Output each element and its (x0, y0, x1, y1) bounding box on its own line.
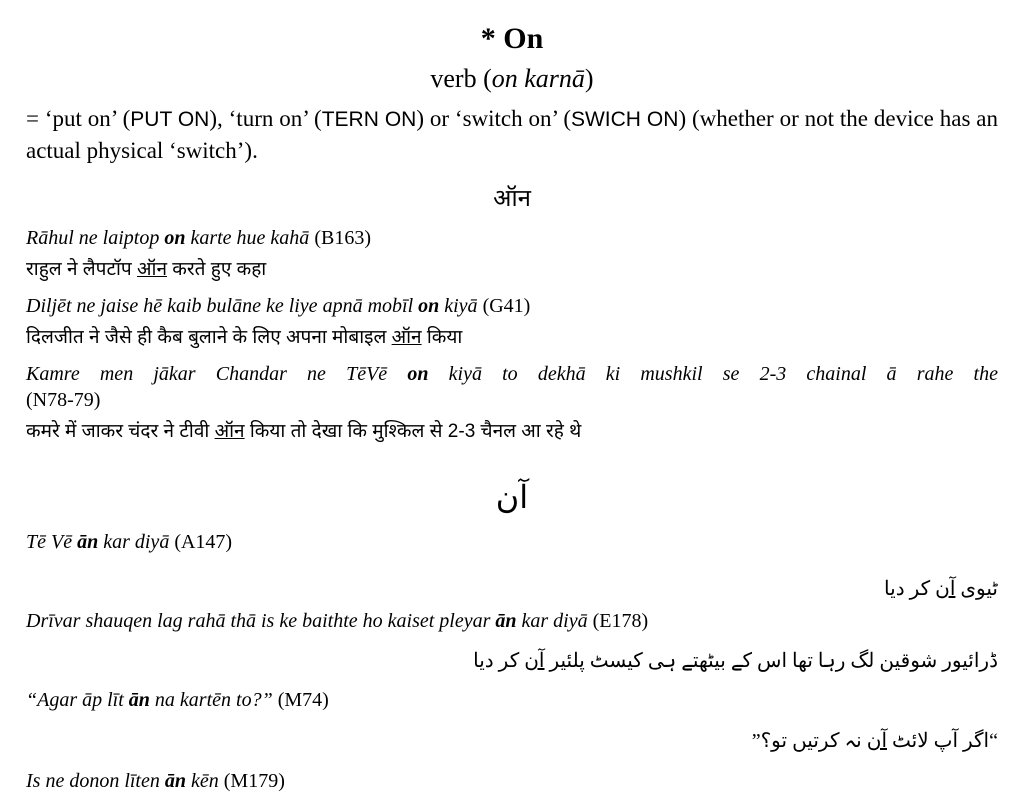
example-text: Kamre men jākar Chandar ne TēVē (26, 363, 408, 385)
part-of-speech: verb ( (430, 64, 492, 93)
infinitive-form: on karnā (491, 64, 585, 93)
keyword: on (164, 227, 186, 249)
example-text: Drīvar shauqen lag rahā thā is ke baithte ho kaiset pleyar (26, 610, 496, 632)
example-text: दिलजीत ने जैसे ही कैब बुलाने के लिए अपना मोबाइल (26, 327, 392, 348)
example-text: kar diyā (516, 610, 588, 632)
example-text: “Agar āp līt (26, 689, 129, 711)
example-urdu (884, 576, 998, 601)
example-romanized (26, 689, 329, 712)
example-text: Diljēt ne jaise hē kaib bulāne ke liye apnā mobīl (26, 295, 419, 317)
subtitle-close: ) (584, 64, 594, 93)
source-ref: (M74) (272, 689, 329, 711)
example-romanized (26, 295, 530, 318)
example-urdu (752, 728, 998, 753)
example-devanagari (26, 417, 581, 443)
example-devanagari (26, 323, 462, 349)
example-text: kēn (186, 770, 219, 792)
keyword: آن (935, 578, 956, 600)
source-ref: (E178) (587, 610, 649, 632)
example-text: kar diyā (98, 531, 170, 553)
source-ref: (G41) (477, 295, 531, 317)
keyword: ān (164, 770, 186, 792)
example-text: کر دیا (473, 650, 525, 672)
example-romanized (26, 531, 232, 554)
transliteration: TERN ON (321, 108, 417, 131)
transliteration: SWICH ON (570, 108, 679, 131)
keyword: ऑन (391, 327, 422, 348)
example-text: ڈرائیور شوقین لگ رہا تھا اس کے بیٹھتے ہی کیسٹ پلئیر (544, 650, 998, 672)
definition-text: ) or ‘switch on’ ( (416, 106, 571, 131)
definition-text: ), ‘turn on’ ( (209, 106, 322, 131)
keyword: ऑन (137, 259, 167, 280)
example-text: Tē Vē (26, 531, 78, 553)
example-text: نہ کرتیں تو؟” (751, 730, 867, 752)
source-ref: (N78-79) (26, 389, 101, 411)
example-text: kiyā (439, 295, 478, 317)
keyword: on (407, 363, 429, 385)
keyword: آن (524, 650, 545, 672)
keyword: on (418, 295, 440, 317)
source-ref: (A147) (169, 531, 233, 553)
example-text: na kartēn to?” (149, 689, 273, 711)
urdu-heading: آن (495, 479, 529, 515)
definition-text: ) (whether or not the device has an actual physical ‘switch’). (26, 106, 998, 163)
entry-subtitle (0, 64, 1024, 94)
definition-text: = ‘put on’ ( (26, 106, 131, 131)
keyword: آن (866, 730, 887, 752)
example-text: Rāhul ne laiptop (26, 227, 165, 249)
example-text: करते हुए कहा (167, 259, 267, 280)
example-text: “اگر آپ لائٹ (887, 730, 998, 752)
example-romanized (26, 363, 998, 386)
example-text: Is ne donon līten (26, 770, 165, 792)
example-text: कमरे में जाकर चंदर ने टीवी (26, 421, 215, 442)
definition (26, 103, 998, 166)
example-romanized (26, 227, 371, 250)
keyword: ān (495, 610, 517, 632)
example-text: राहुल ने लैपटॉप (26, 259, 138, 280)
source-ref: (B163) (309, 227, 371, 249)
entry-title: * On (480, 22, 544, 55)
example-urdu (473, 648, 998, 673)
example-romanized (26, 770, 285, 793)
example-text: karte hue kahā (185, 227, 310, 249)
keyword: ऑन (214, 421, 245, 442)
example-text: किया (421, 327, 463, 348)
example-text: ٹیوی (955, 578, 998, 600)
example-text: किया तो देखा कि मुश्किल से 2-3 चैनल आ रहे थे (244, 421, 582, 442)
keyword: ān (77, 531, 99, 553)
example-text: kiyā to dekhā ki mushkil se 2-3 chainal ā rahe the (428, 363, 998, 385)
example-romanized (26, 610, 648, 633)
keyword: ān (128, 689, 150, 711)
example-text: کر دیا (884, 578, 936, 600)
devanagari-heading: ऑन (493, 185, 531, 212)
example-devanagari (26, 255, 266, 281)
source-ref: (M179) (218, 770, 285, 792)
transliteration: PUT ON (130, 108, 210, 131)
